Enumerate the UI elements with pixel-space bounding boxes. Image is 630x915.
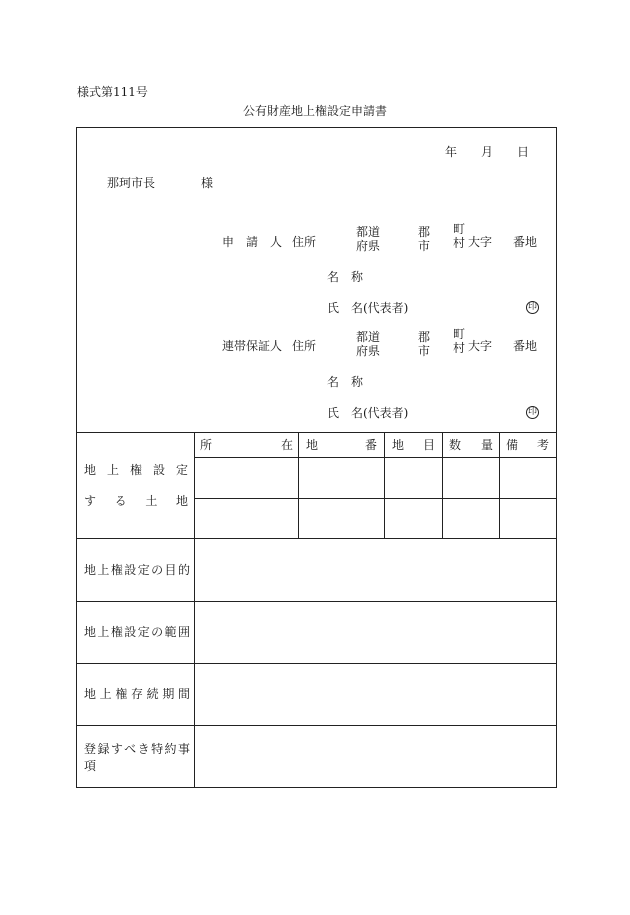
guarantor-banchi: 番地: [513, 339, 538, 353]
land-lot-number-cell-2[interactable]: [299, 499, 384, 538]
row-label-purpose: 地上権設定の目的: [84, 563, 190, 577]
land-label-line-2: する土地: [84, 494, 188, 508]
row-label-special-terms: 登録すべき特約事: [84, 742, 190, 756]
application-form-frame: [76, 127, 557, 788]
date-year: 年: [445, 145, 458, 159]
land-category-cell-1[interactable]: [385, 458, 442, 498]
land-col-remarks: 備 考: [506, 438, 549, 452]
row-label-special-terms-line-2: 項: [84, 759, 97, 773]
special-terms-field[interactable]: [195, 726, 556, 787]
duration-field[interactable]: [195, 664, 556, 725]
land-category-cell-2[interactable]: [385, 499, 442, 538]
land-quantity-cell-1[interactable]: [443, 458, 499, 498]
land-location-cell-2[interactable]: [195, 499, 298, 538]
row-label-scope: 地上権設定の範囲: [84, 625, 190, 639]
land-col-lot-number: 地 番: [306, 438, 377, 452]
row-label-duration: 地上権存続期間: [84, 687, 190, 701]
applicant-rep-label: 氏 名(代表者): [327, 301, 409, 315]
applicant-address-label: 住所: [292, 235, 317, 249]
guarantor-todofuken: 都道 府県: [356, 330, 381, 358]
applicant-banchi: 番地: [513, 235, 538, 249]
land-remarks-cell-1[interactable]: [500, 458, 556, 498]
applicant-chouson: 町 村: [453, 222, 466, 250]
applicant-gunshi: 郡 市: [418, 225, 431, 253]
guarantor-address-label: 住所: [292, 339, 317, 353]
land-col-location: 所 在: [200, 438, 293, 452]
applicant-oaza: 大字: [468, 235, 493, 249]
guarantor-role: 連帯保証人: [222, 339, 283, 353]
applicant-role: 申 請 人: [222, 235, 283, 249]
guarantor-seal-mark: 印: [527, 407, 537, 417]
guarantor-name-label: 名 称: [327, 375, 364, 389]
applicant-seal-mark: 印: [527, 302, 537, 312]
land-col-quantity: 数 量: [449, 438, 493, 452]
document-title: 公有財産地上権設定申請書: [242, 104, 387, 118]
applicant-name-label: 名 称: [327, 270, 364, 284]
land-label-line-1: 地上権設定: [84, 463, 188, 477]
date-day: 日: [517, 145, 530, 159]
scope-field[interactable]: [195, 602, 556, 663]
land-lot-number-cell-1[interactable]: [299, 458, 384, 498]
guarantor-chouson: 町 村: [453, 327, 466, 355]
land-quantity-cell-2[interactable]: [443, 499, 499, 538]
land-location-cell-1[interactable]: [195, 458, 298, 498]
guarantor-gunshi: 郡 市: [418, 330, 431, 358]
land-remarks-cell-2[interactable]: [500, 499, 556, 538]
guarantor-rep-label: 氏 名(代表者): [327, 406, 409, 420]
purpose-field[interactable]: [195, 539, 556, 601]
addressee-honorific: 様: [201, 176, 214, 190]
date-month: 月: [481, 145, 494, 159]
form-number: 様式第111号: [77, 85, 148, 99]
applicant-todofuken: 都道 府県: [356, 225, 381, 253]
guarantor-oaza: 大字: [468, 339, 493, 353]
land-col-land-category: 地 目: [392, 438, 435, 452]
addressee-name: 那珂市長: [107, 176, 156, 190]
rule-top-section: [77, 432, 556, 433]
